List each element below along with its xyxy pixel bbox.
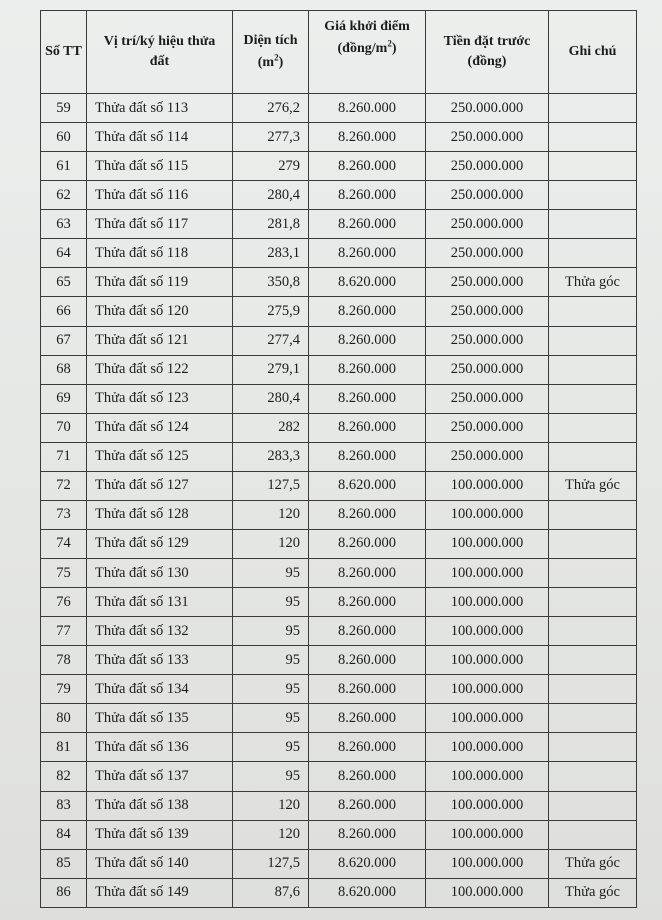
cell-deposit: 250.000.000 [426,94,549,123]
cell-price: 8.260.000 [309,94,426,123]
cell-note [549,210,637,239]
cell-price: 8.260.000 [309,500,426,529]
cell-area: 350,8 [233,268,309,297]
cell-note [549,588,637,617]
table-row [41,152,637,181]
table-row [41,675,637,704]
table-row [41,181,637,210]
cell-deposit: 250.000.000 [426,181,549,210]
cell-location: Thửa đất số 134 [87,675,233,704]
cell-note [549,239,637,268]
cell-price: 8.620.000 [309,878,426,907]
cell-location: Thửa đất số 125 [87,442,233,471]
cell-price: 8.260.000 [309,326,426,355]
cell-area: 120 [233,820,309,849]
table-row [41,878,637,907]
cell-note [549,442,637,471]
cell-area: 120 [233,791,309,820]
table-row [41,617,637,646]
cell-deposit: 100.000.000 [426,762,549,791]
cell-location: Thửa đất số 115 [87,152,233,181]
table-row [41,297,637,326]
table-row [41,413,637,442]
table-row [41,588,637,617]
table-row [41,239,637,268]
cell-deposit: 250.000.000 [426,326,549,355]
cell-deposit: 100.000.000 [426,675,549,704]
cell-deposit: 250.000.000 [426,355,549,384]
cell-deposit: 250.000.000 [426,239,549,268]
table-row [41,326,637,355]
cell-price: 8.260.000 [309,704,426,733]
cell-price: 8.260.000 [309,588,426,617]
cell-stt: 69 [41,384,87,413]
cell-location: Thửa đất số 123 [87,384,233,413]
cell-note [549,413,637,442]
header-deposit-label: Tiền đặt trước [443,33,531,49]
cell-deposit: 100.000.000 [426,529,549,558]
header-area-label: Diện tích [243,32,298,48]
cell-deposit: 100.000.000 [426,471,549,500]
cell-location: Thửa đất số 138 [87,791,233,820]
table-row [41,94,637,123]
cell-deposit: 250.000.000 [426,297,549,326]
table-row [41,471,637,500]
cell-location: Thửa đất số 136 [87,733,233,762]
cell-location: Thửa đất số 137 [87,762,233,791]
cell-note [549,181,637,210]
cell-note [549,355,637,384]
cell-deposit: 100.000.000 [426,588,549,617]
land-auction-table [40,10,637,908]
cell-area: 87,6 [233,878,309,907]
cell-area: 277,3 [233,123,309,152]
cell-stt: 80 [41,704,87,733]
cell-location: Thửa đất số 118 [87,239,233,268]
cell-note [549,123,637,152]
cell-price: 8.260.000 [309,181,426,210]
cell-deposit: 250.000.000 [426,210,549,239]
cell-stt: 60 [41,123,87,152]
cell-stt: 86 [41,878,87,907]
cell-price: 8.260.000 [309,239,426,268]
cell-stt: 74 [41,529,87,558]
cell-note [549,152,637,181]
cell-price: 8.620.000 [309,849,426,878]
cell-note [549,791,637,820]
cell-note [549,326,637,355]
cell-area: 281,8 [233,210,309,239]
cell-note [549,297,637,326]
cell-area: 120 [233,529,309,558]
table-row [41,559,637,588]
cell-stt: 65 [41,268,87,297]
cell-area: 277,4 [233,326,309,355]
cell-deposit: 100.000.000 [426,820,549,849]
cell-price: 8.260.000 [309,123,426,152]
cell-location: Thửa đất số 127 [87,471,233,500]
cell-note [549,529,637,558]
cell-stt: 83 [41,791,87,820]
cell-location: Thửa đất số 129 [87,529,233,558]
cell-note [549,500,637,529]
table-row [41,268,637,297]
cell-area: 127,5 [233,471,309,500]
header-note: Ghi chú [549,11,637,94]
header-stt: Số TT [41,11,87,94]
cell-area: 95 [233,704,309,733]
cell-location: Thửa đất số 149 [87,878,233,907]
cell-stt: 79 [41,675,87,704]
cell-stt: 67 [41,326,87,355]
cell-note [549,646,637,675]
cell-price: 8.260.000 [309,762,426,791]
header-area-unit: $(m^2)$ [257,52,284,70]
cell-location: Thửa đất số 120 [87,297,233,326]
cell-note [549,733,637,762]
cell-deposit: 250.000.000 [426,384,549,413]
cell-area: 283,1 [233,239,309,268]
cell-area: 95 [233,733,309,762]
cell-area: 282 [233,413,309,442]
cell-price: 8.260.000 [309,413,426,442]
cell-deposit: 250.000.000 [426,442,549,471]
cell-area: 275,9 [233,297,309,326]
cell-stt: 84 [41,820,87,849]
header-price-unit: $(đồng/m^2)$ [337,38,397,56]
cell-price: 8.260.000 [309,355,426,384]
cell-area: 95 [233,588,309,617]
cell-location: Thửa đất số 132 [87,617,233,646]
table-row [41,123,637,152]
header-location: Vị trí/ký hiệu thửa đất [87,11,233,94]
table-body [41,94,637,908]
cell-stt: 82 [41,762,87,791]
cell-area: 280,4 [233,181,309,210]
cell-note: Thửa góc [549,878,637,907]
cell-deposit: 100.000.000 [426,559,549,588]
table-row [41,704,637,733]
table-row [41,355,637,384]
cell-area: 279 [233,152,309,181]
header-deposit-unit: (đồng) [467,54,507,69]
cell-note [549,617,637,646]
table-row [41,849,637,878]
header-deposit [426,11,549,94]
cell-stt: 71 [41,442,87,471]
cell-price: 8.260.000 [309,384,426,413]
cell-area: 120 [233,500,309,529]
cell-area: 95 [233,559,309,588]
table-row [41,442,637,471]
cell-stt: 81 [41,733,87,762]
cell-deposit: 100.000.000 [426,733,549,762]
cell-note [549,559,637,588]
cell-area: 95 [233,617,309,646]
cell-stt: 75 [41,559,87,588]
cell-deposit: 250.000.000 [426,268,549,297]
cell-location: Thửa đất số 124 [87,413,233,442]
cell-deposit: 250.000.000 [426,413,549,442]
cell-price: 8.260.000 [309,559,426,588]
table-row [41,646,637,675]
cell-stt: 66 [41,297,87,326]
cell-stt: 61 [41,152,87,181]
cell-price: 8.260.000 [309,442,426,471]
cell-deposit: 100.000.000 [426,704,549,733]
table-row [41,762,637,791]
cell-location: Thửa đất số 116 [87,181,233,210]
header-area [233,11,309,94]
cell-area: 127,5 [233,849,309,878]
cell-note [549,675,637,704]
cell-price: 8.620.000 [309,268,426,297]
cell-deposit: 100.000.000 [426,878,549,907]
cell-stt: 85 [41,849,87,878]
cell-area: 95 [233,762,309,791]
cell-stt: 77 [41,617,87,646]
cell-area: 95 [233,646,309,675]
table-row [41,820,637,849]
cell-note [549,384,637,413]
cell-location: Thửa đất số 131 [87,588,233,617]
cell-price: 8.260.000 [309,297,426,326]
cell-price: 8.260.000 [309,529,426,558]
cell-note [549,762,637,791]
cell-area: 280,4 [233,384,309,413]
table-row [41,500,637,529]
cell-note: Thửa góc [549,268,637,297]
cell-location: Thửa đất số 133 [87,646,233,675]
cell-location: Thửa đất số 122 [87,355,233,384]
cell-deposit: 100.000.000 [426,849,549,878]
cell-location: Thửa đất số 128 [87,500,233,529]
cell-deposit: 100.000.000 [426,646,549,675]
cell-price: 8.260.000 [309,820,426,849]
cell-location: Thửa đất số 140 [87,849,233,878]
cell-location: Thửa đất số 117 [87,210,233,239]
table-row [41,529,637,558]
cell-price: 8.260.000 [309,791,426,820]
table-row [41,791,637,820]
cell-location: Thửa đất số 130 [87,559,233,588]
cell-price: 8.260.000 [309,733,426,762]
cell-stt: 76 [41,588,87,617]
cell-stt: 64 [41,239,87,268]
header-price-label: Giá khởi điểm [324,19,410,34]
cell-price: 8.260.000 [309,675,426,704]
cell-price: 8.620.000 [309,471,426,500]
cell-price: 8.260.000 [309,152,426,181]
table-row [41,733,637,762]
cell-note [549,94,637,123]
cell-area: 279,1 [233,355,309,384]
cell-stt: 62 [41,181,87,210]
cell-note: Thửa góc [549,471,637,500]
cell-stt: 70 [41,413,87,442]
cell-price: 8.260.000 [309,210,426,239]
cell-price: 8.260.000 [309,646,426,675]
table-row [41,210,637,239]
header-price [309,11,426,94]
cell-deposit: 100.000.000 [426,791,549,820]
cell-deposit: 100.000.000 [426,500,549,529]
table-header-row [41,11,637,94]
cell-deposit: 250.000.000 [426,123,549,152]
cell-stt: 72 [41,471,87,500]
cell-stt: 63 [41,210,87,239]
cell-stt: 59 [41,94,87,123]
cell-note [549,704,637,733]
cell-note [549,820,637,849]
cell-location: Thửa đất số 135 [87,704,233,733]
cell-location: Thửa đất số 121 [87,326,233,355]
cell-area: 95 [233,675,309,704]
cell-stt: 68 [41,355,87,384]
cell-location: Thửa đất số 113 [87,94,233,123]
cell-area: 276,2 [233,94,309,123]
cell-price: 8.260.000 [309,617,426,646]
cell-note: Thửa góc [549,849,637,878]
cell-deposit: 100.000.000 [426,617,549,646]
cell-stt: 73 [41,500,87,529]
cell-stt: 78 [41,646,87,675]
table-row [41,384,637,413]
cell-location: Thửa đất số 119 [87,268,233,297]
cell-location: Thửa đất số 114 [87,123,233,152]
cell-area: 283,3 [233,442,309,471]
cell-deposit: 250.000.000 [426,152,549,181]
cell-location: Thửa đất số 139 [87,820,233,849]
